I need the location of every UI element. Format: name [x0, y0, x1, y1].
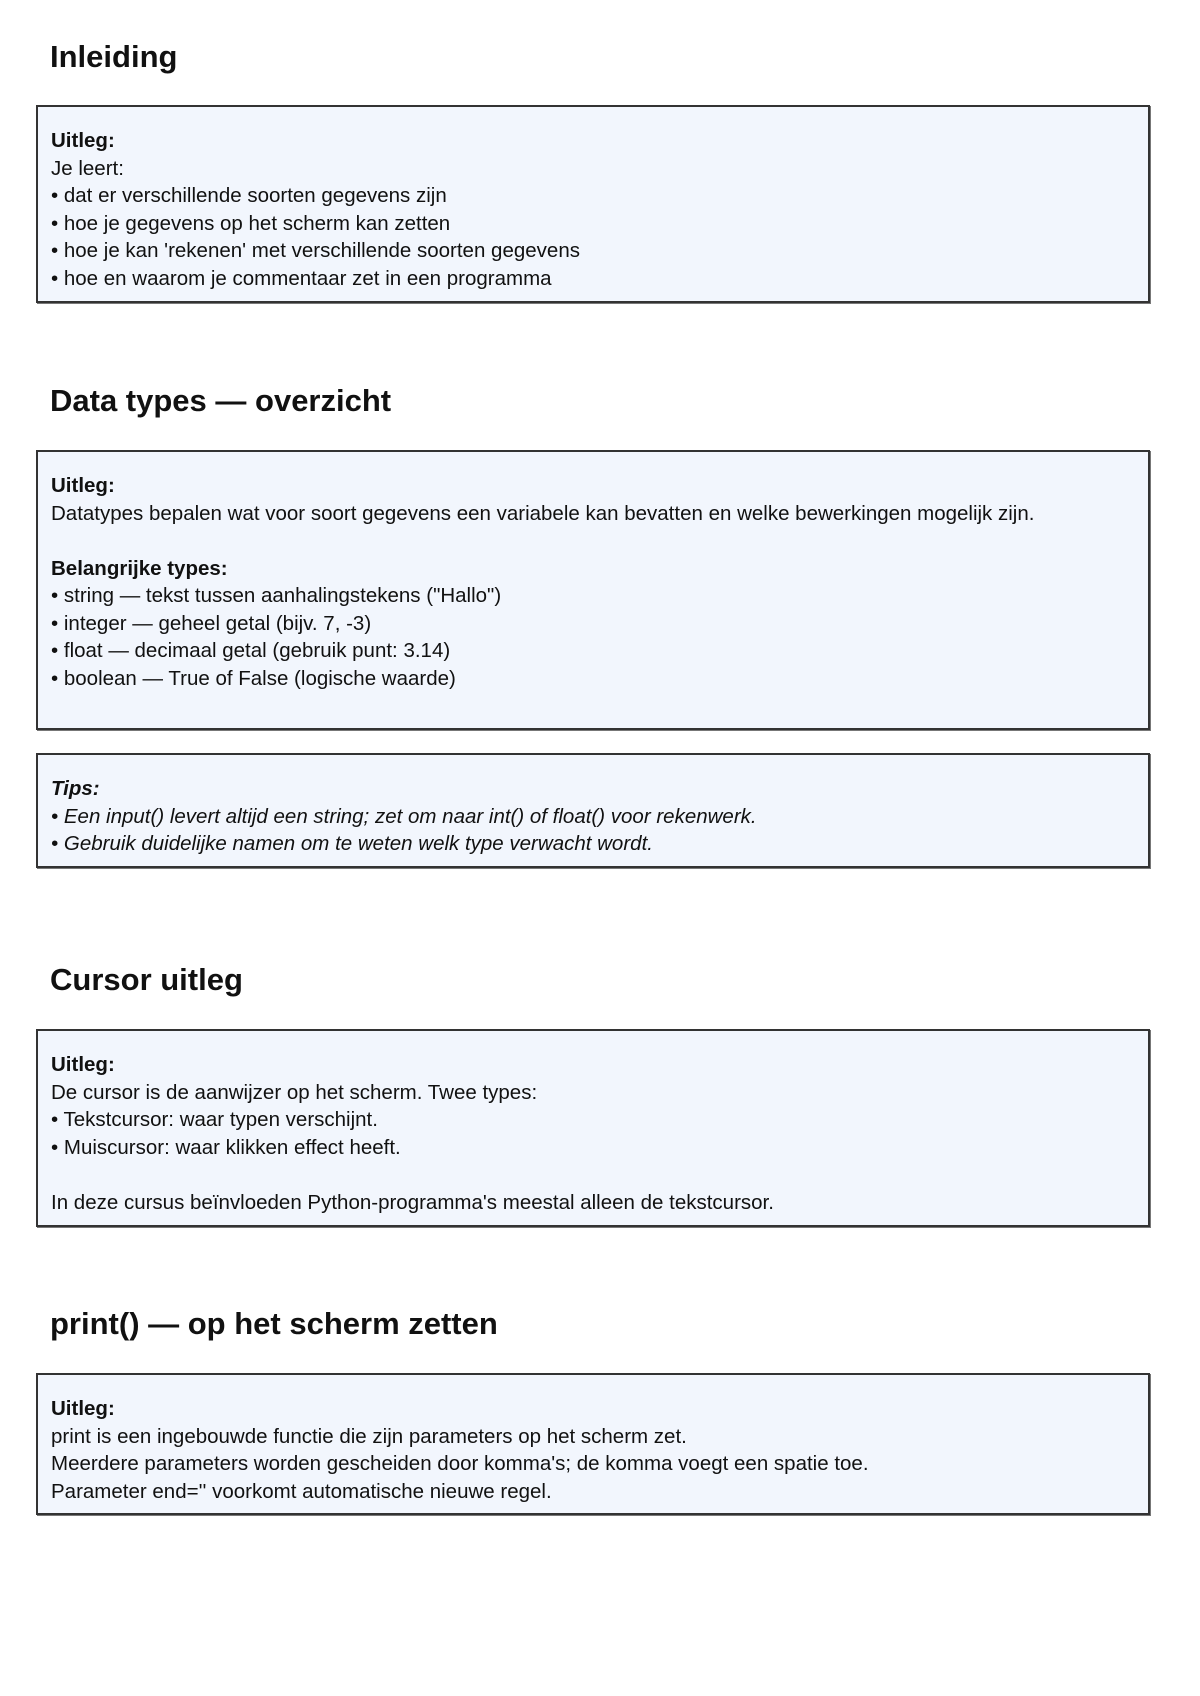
list-item: • hoe je gegevens op het scherm kan zetten: [51, 211, 451, 235]
tips-label: Tips:: [51, 777, 100, 800]
section-title-inleiding: Inleiding: [50, 39, 178, 74]
uitleg-box-inleiding: [36, 105, 1150, 303]
explanation-text: Datatypes bepalen wat voor soort gegevens een variabele kan bevatten en welke bewerkingen mogelijk zijn.: [51, 501, 1035, 525]
explanation-line: print is een ingebouwde functie die zijn parameters op het scherm zet.: [51, 1424, 687, 1448]
list-item: • dat er verschillende soorten gegevens zijn: [51, 184, 447, 207]
types-label: Belangrijke types:: [51, 556, 228, 580]
intro-text: Je leert:: [51, 156, 124, 180]
list-item: • float — decimaal getal (gebruik punt: 3.14): [51, 639, 451, 662]
list-item: • hoe en waarom je commentaar zet in een programma: [51, 266, 552, 290]
list-item: • integer — geheel getal (bijv. 7, -3): [51, 611, 372, 635]
uitleg-label: Uitleg:: [51, 1397, 115, 1420]
uitleg-label: Uitleg:: [51, 1053, 115, 1076]
uitleg-label: Uitleg:: [51, 129, 115, 152]
list-item: • hoe je kan 'rekenen' met verschillende soorten gegevens: [51, 239, 580, 262]
intro-text: De cursor is de aanwijzer op het scherm. Twee types:: [51, 1080, 538, 1104]
uitleg-box-cursor: [36, 1029, 1150, 1227]
section-title-datatypes: Data types — overzicht: [50, 383, 392, 418]
section-title-cursor: Cursor uitleg: [50, 962, 243, 997]
uitleg-box-datatypes: [36, 450, 1150, 730]
explanation-line: Meerdere parameters worden gescheiden door komma's; de komma voegt een spatie toe.: [51, 1452, 869, 1475]
note-text: In deze cursus beïnvloeden Python-programma's meestal alleen de tekstcursor.: [51, 1190, 774, 1214]
uitleg-label: Uitleg:: [51, 474, 115, 497]
section-title-print: print() — op het scherm zetten: [50, 1306, 498, 1341]
list-item: • boolean — True of False (logische waarde): [51, 666, 456, 690]
list-item: • string — tekst tussen aanhalingstekens ("Hallo"): [51, 584, 502, 607]
list-item: • Tekstcursor: waar typen verschijnt.: [51, 1108, 378, 1131]
explanation-line: Parameter end='' voorkomt automatische nieuwe regel.: [51, 1479, 552, 1503]
uitleg-box-print: [36, 1373, 1150, 1515]
list-item: • Muiscursor: waar klikken effect heeft.: [51, 1135, 401, 1159]
list-item: • Gebruik duidelijke namen om te weten welk type verwacht wordt.: [51, 832, 653, 855]
tips-box-datatypes: [36, 753, 1150, 868]
list-item: • Een input() levert altijd een string; zet om naar int() of float() voor rekenwerk.: [51, 804, 757, 828]
